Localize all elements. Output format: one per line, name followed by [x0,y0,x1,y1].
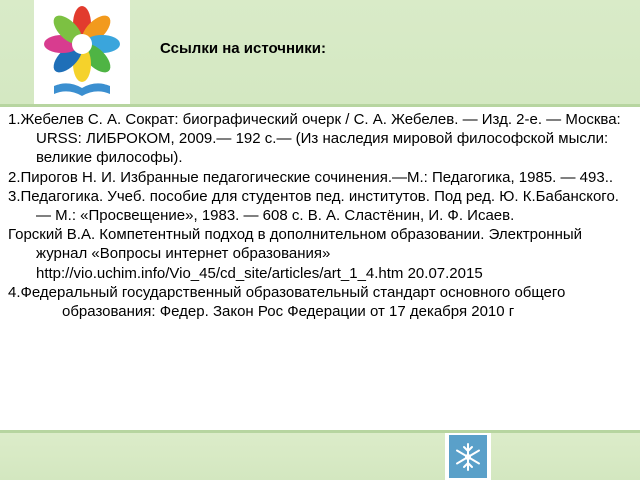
footer-band [0,433,640,480]
reference-item: 4.Федеральный государственный образовательный стандарт основного общего образования: Федер. Закон Рос Федерации от 17 декабря 2010 г [8,283,566,321]
logo-panel [34,0,130,104]
footer-logo [445,433,491,480]
header-divider [0,104,640,107]
reference-item: 3.Педагогика. Учеб. пособие для студентов пед. институтов. Под ред. Ю. К.Бабанского. — М.: «Просвещение», 1983. — 608 с. В. А. Сластёнин, И. Ф. Исаев. [8,187,619,225]
references-list [8,110,634,321]
snowflake-icon [449,435,487,478]
hands-book-logo-icon [34,0,130,104]
reference-item: 1.Жебелев С. А. Сократ: биографический очерк / С. А. Жебелев. — Изд. 2-е. — Москва: URSS: ЛИБРОКОМ, 2009.— 192 с.— (Из наследия мировой философской мысли: великие философы). [8,111,621,167]
slide-title: Ссылки на источники: [160,40,326,57]
reference-item: 2.Пирогов Н. И. Избранные педагогические сочинения.—М.: Педагогика, 1985. — 493.. [8,168,614,186]
reference-item: Горский В.А. Компетентный подход в дополнительном образовании. Электронный журнал «Вопросы интернет образования» http://vio.uchim.info/Vio_45/cd_site/articles/art_1_4.htm 20.07.2015 [8,226,583,282]
